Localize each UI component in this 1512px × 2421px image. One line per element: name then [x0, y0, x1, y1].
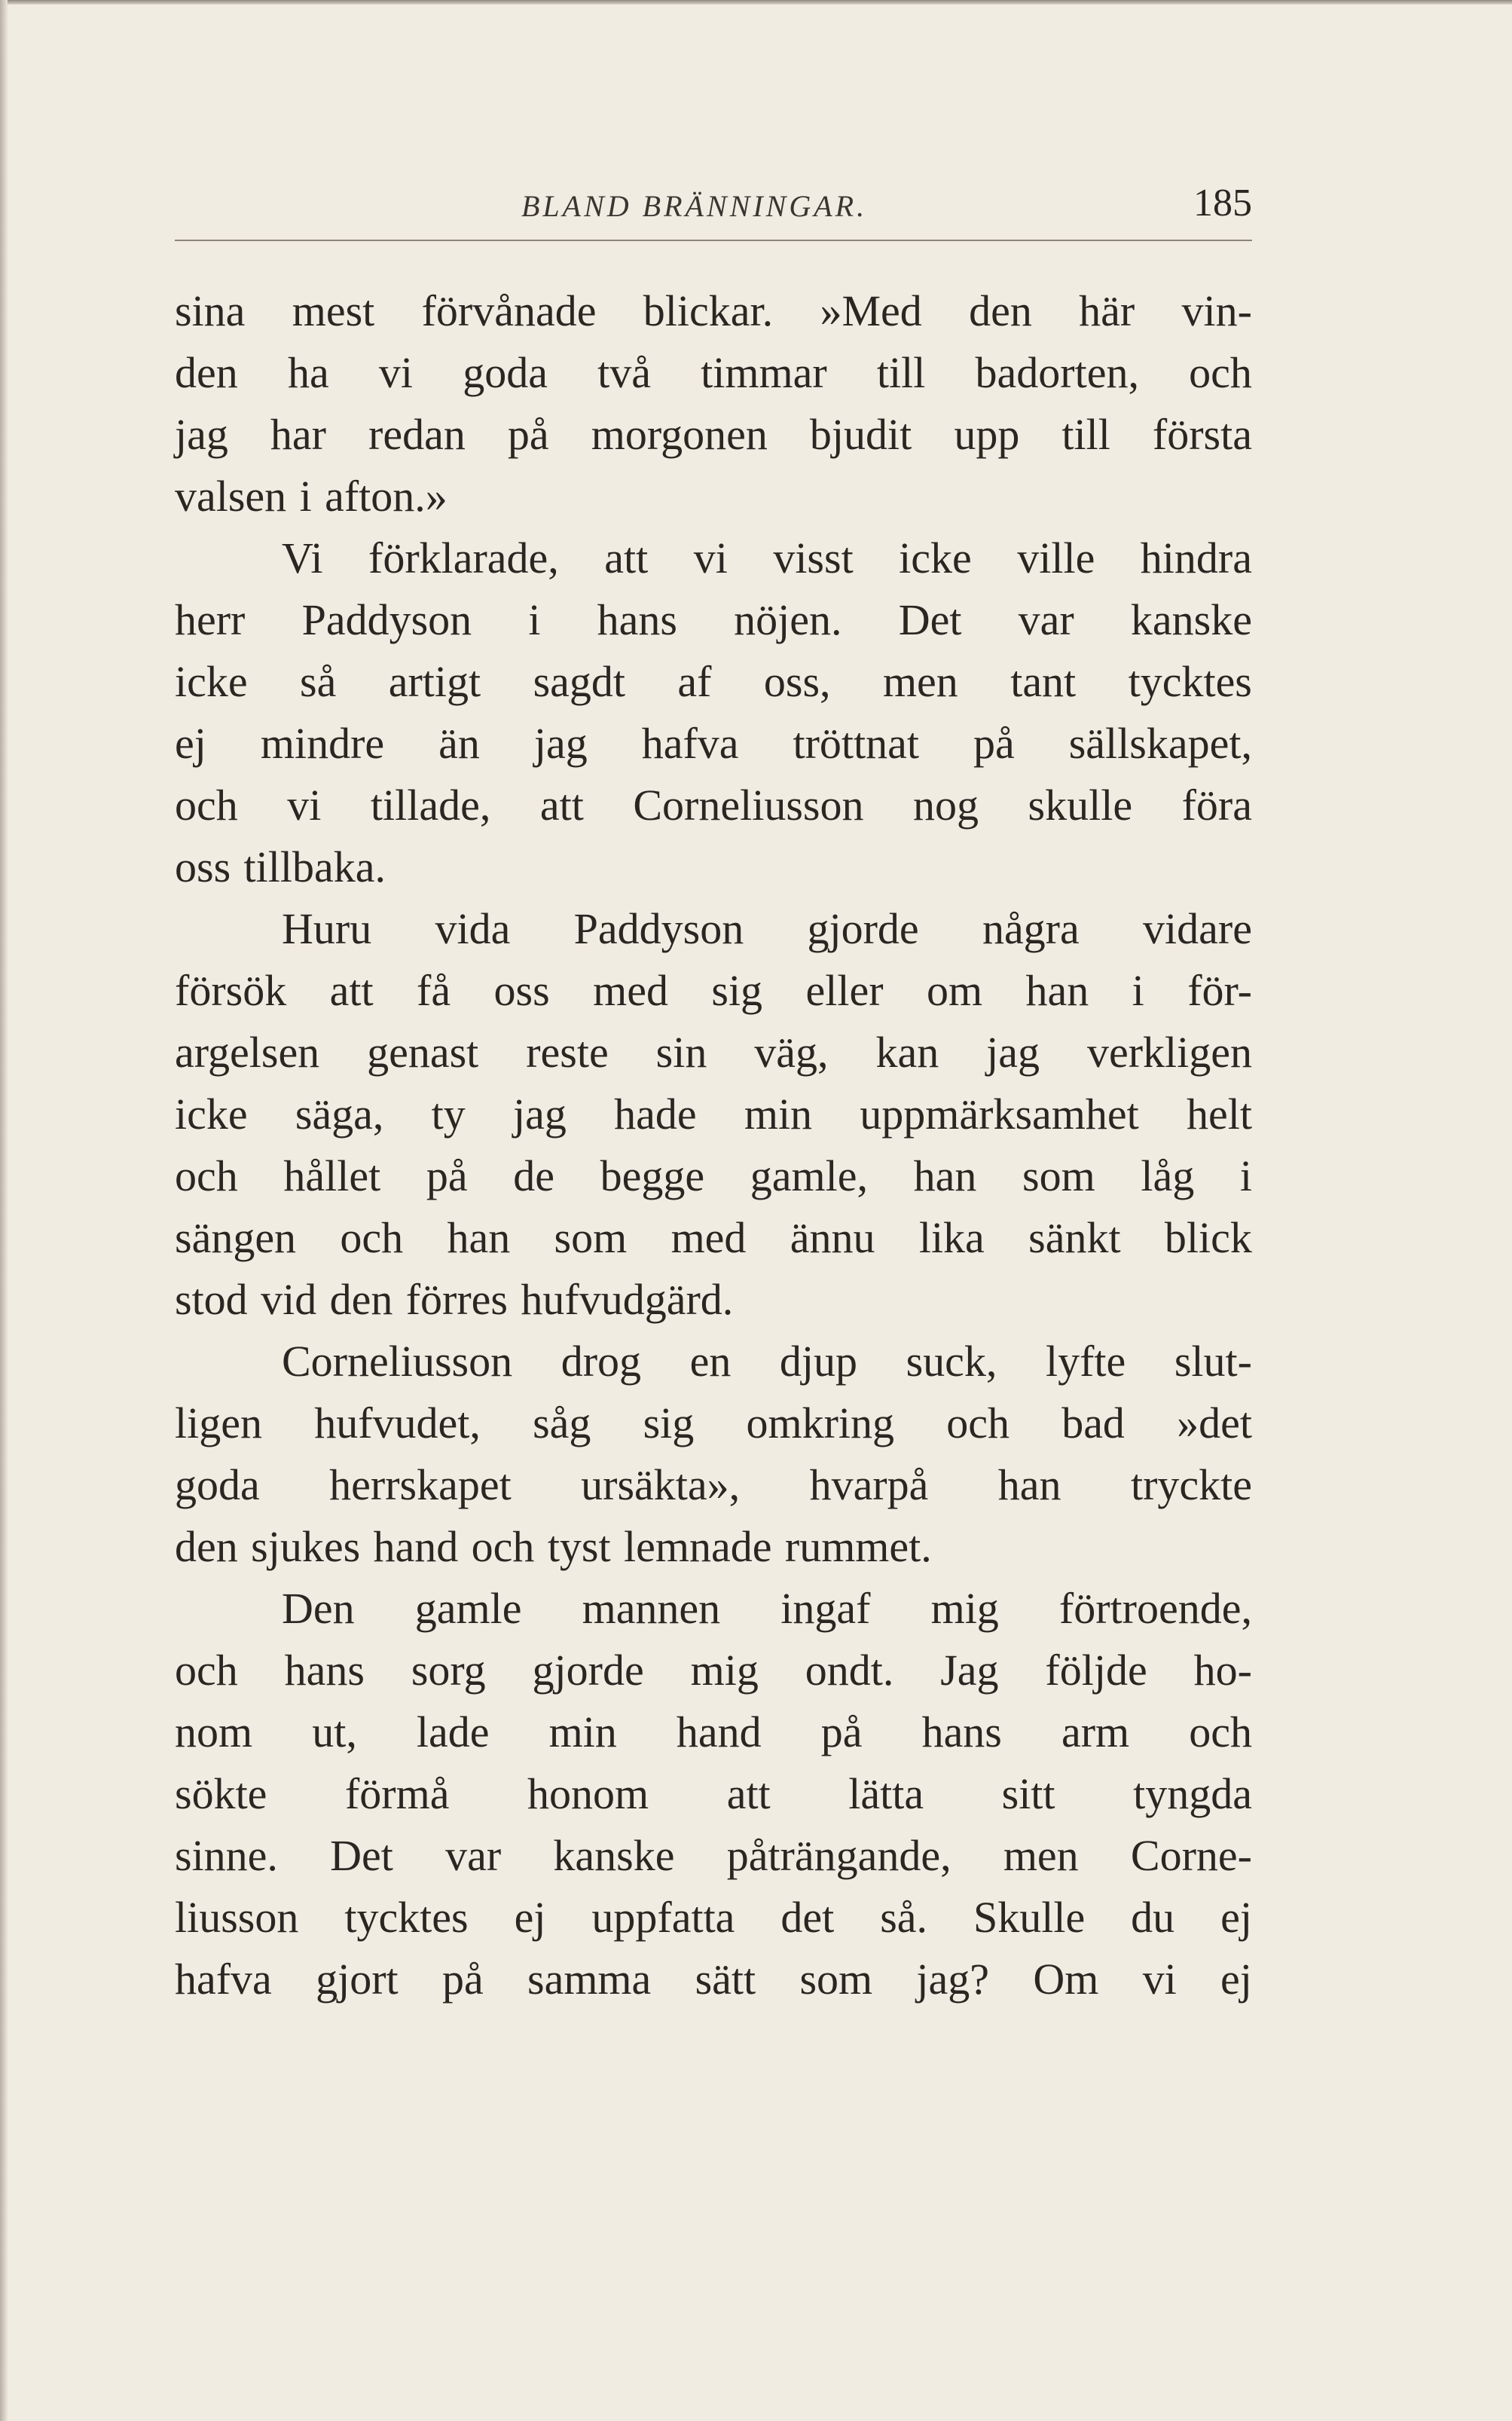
text-line: sinne. Det var kanske påträngande, men Corne-	[175, 1831, 1252, 1880]
text-line: oss tillbaka.	[175, 842, 386, 891]
text-line: sina mest förvånade blickar. »Med den här vin-	[175, 286, 1252, 335]
text-line: ligen hufvudet, såg sig omkring och bad »det	[175, 1398, 1252, 1447]
text-line: och hållet på de begge gamle, han som låg i	[175, 1151, 1252, 1200]
text-line: herr Paddyson i hans nöjen. Det var kanske	[175, 595, 1252, 644]
text-line: argelsen genast reste sin väg, kan jag verkligen	[175, 1028, 1252, 1077]
text-line: Corneliusson drog en djup suck, lyfte slut-	[282, 1337, 1252, 1386]
page-top-edge	[0, 0, 1512, 5]
text-line: nom ut, lade min hand på hans arm och	[175, 1707, 1252, 1756]
text-line: försök att få oss med sig eller om han i för-	[175, 966, 1252, 1015]
text-line: den ha vi goda två timmar till badorten, och	[175, 348, 1252, 397]
text-line: och vi tillade, att Corneliusson nog skulle föra	[175, 781, 1252, 830]
text-line: sängen och han som med ännu lika sänkt blick	[175, 1213, 1252, 1262]
paragraph	[175, 280, 1252, 527]
text-line: icke säga, ty jag hade min uppmärksamhet helt	[175, 1090, 1252, 1139]
running-head: BLAND BRÄNNINGAR.	[521, 189, 868, 223]
text-line: goda herrskapet ursäkta», hvarpå han tryckte	[175, 1460, 1252, 1509]
text-line: hafva gjort på samma sätt som jag? Om vi ej	[175, 1955, 1252, 2004]
text-line: den sjukes hand och tyst lemnade rummet.	[175, 1522, 932, 1571]
page-number: 185	[1193, 182, 1252, 225]
body-text	[175, 280, 1252, 2010]
text-line: sökte förmå honom att lätta sitt tyngda	[175, 1769, 1252, 1818]
page-header	[175, 181, 1252, 241]
text-line: valsen i afton.»	[175, 472, 447, 521]
text-line: icke så artigt sagdt af oss, men tant tycktes	[175, 657, 1252, 706]
text-line: ej mindre än jag hafva tröttnat på sällskapet,	[175, 719, 1252, 768]
paragraph	[175, 1578, 1252, 2010]
paragraph	[175, 527, 1252, 898]
text-line: jag har redan på morgonen bjudit upp till första	[175, 410, 1252, 459]
text-line: och hans sorg gjorde mig ondt. Jag följde ho-	[175, 1646, 1252, 1695]
text-line: liusson tycktes ej uppfatta det så. Skulle du ej	[175, 1893, 1252, 1942]
text-line: Huru vida Paddyson gjorde några vidare	[282, 904, 1252, 953]
page-binding-edge	[0, 0, 8, 2421]
text-line: Vi förklarade, att vi visst icke ville hindra	[282, 533, 1252, 582]
paragraph	[175, 1331, 1252, 1578]
header-rule	[175, 240, 1252, 241]
text-line: Den gamle mannen ingaf mig förtroende,	[282, 1584, 1252, 1633]
text-line: stod vid den förres hufvudgärd.	[175, 1275, 734, 1324]
paragraph	[175, 898, 1252, 1331]
